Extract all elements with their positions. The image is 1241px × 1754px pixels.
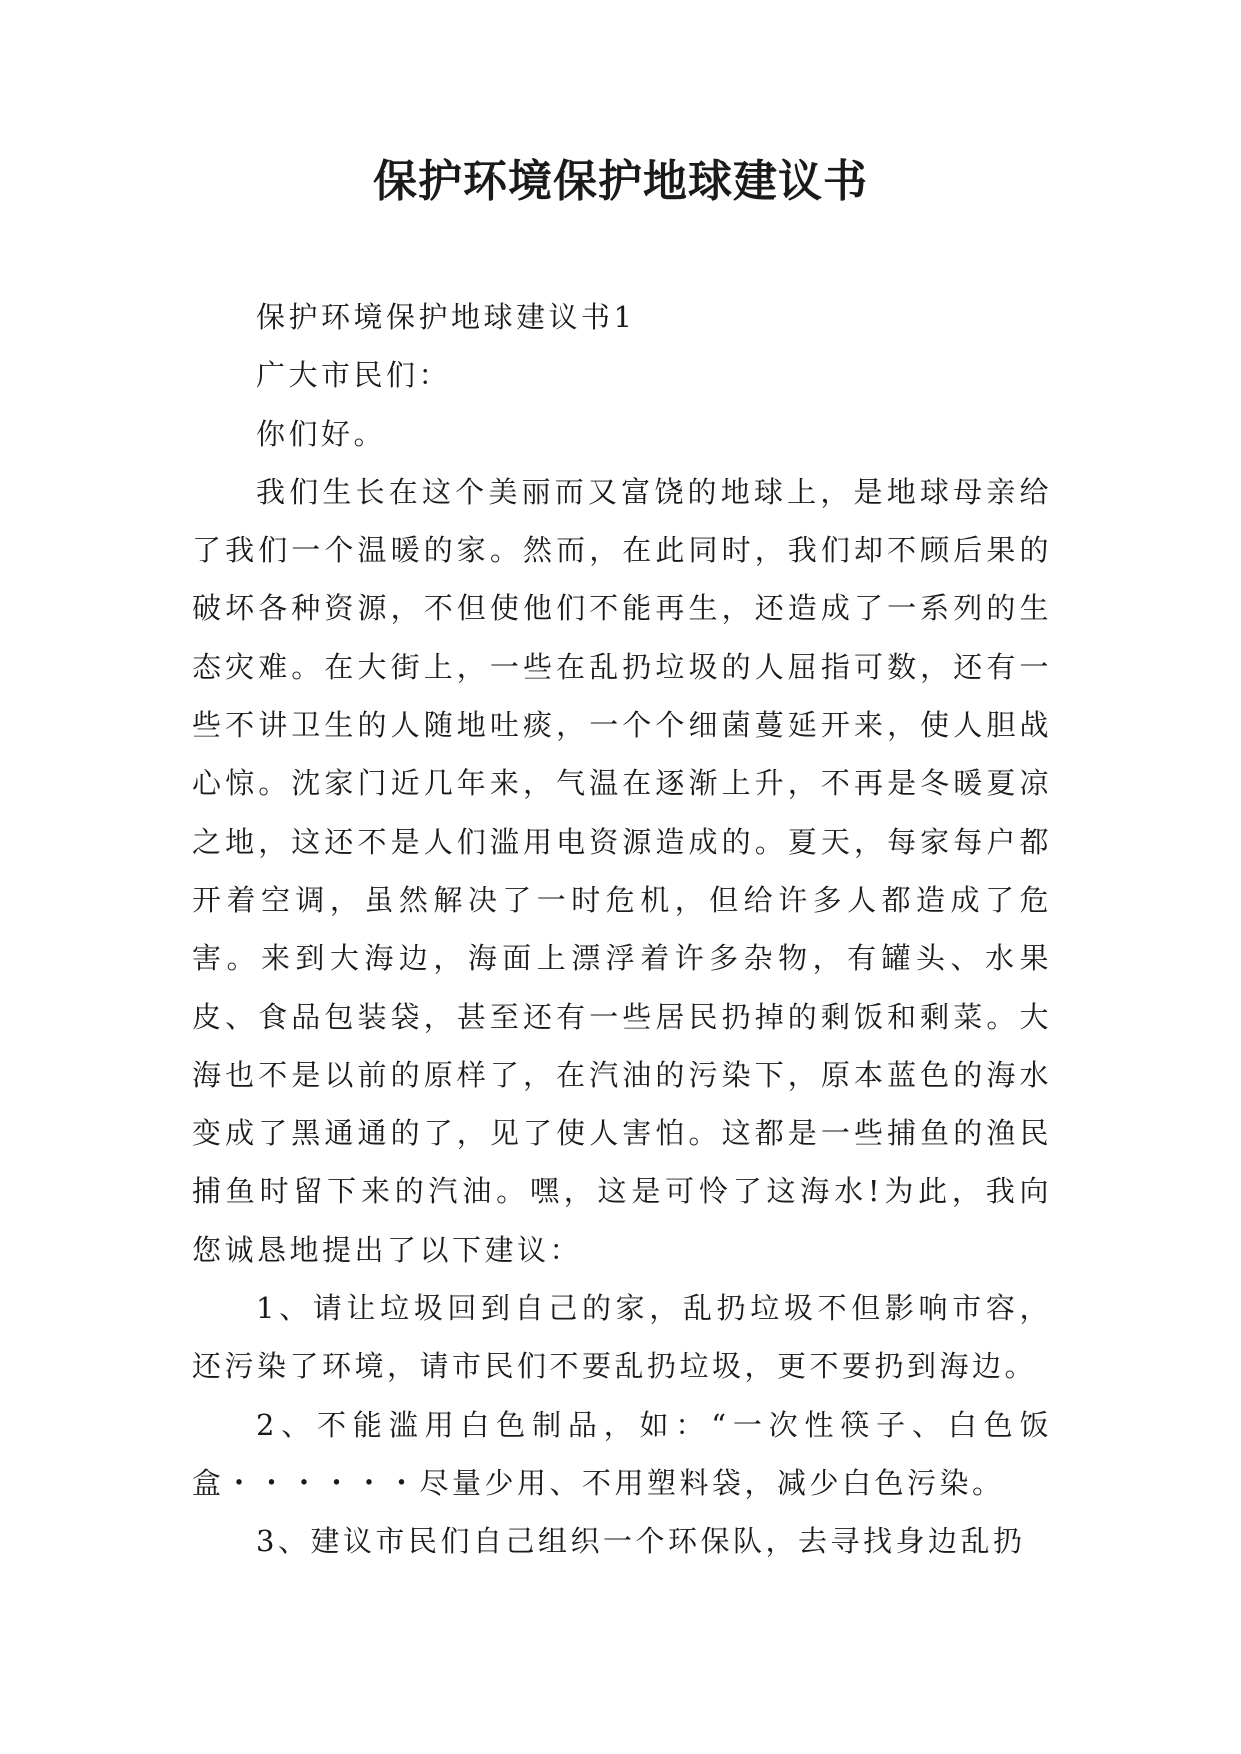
paragraph-heading: 保护环境保护地球建议书1 — [256, 300, 636, 334]
paragraph-suggestion-1: 1、请让垃圾回到自己的家，乱扔垃圾不但影响市容，还污染了环境，请市民们不要乱扔垃圾，更不要扔到海边。 — [192, 1291, 1052, 1384]
paragraph-suggestion-3: 3、建议市民们自己组织一个环保队，去寻找身边乱扔 — [256, 1524, 1026, 1559]
paragraph-suggestion-2: 2、不能滥用白色制品，如：“一次性筷子、白色饭盒・・・・・・尽量少用、不用塑料袋，减少白色污染。 — [192, 1407, 1052, 1500]
paragraph-greeting: 你们好。 — [256, 416, 387, 451]
paragraph-salutation: 广大市民们： — [256, 358, 452, 393]
document-title: 保护环境保护地球建议书 — [373, 156, 868, 207]
document-body — [192, 288, 1052, 1571]
paragraph-main: 我们生长在这个美丽而又富饶的地球上，是地球母亲给了我们一个温暖的家。然而，在此同时，我们却不顾后果的破坏各种资源，不但使他们不能再生，还造成了一系列的生态灾难。在大街上，一些在乱扔垃圾的人屈指可数，还有一些不讲卫生的人随地吐痰，一个个细菌蔓延开来，使人胆战心惊。沈家门近几年来，气温在逐渐上升，不再是冬暖夏凉之地，这还不是人们滥用电资源造成的。夏天，每家每户都开着空调，虽然解决了一时危机，但给许多人都造成了危害。来到大海边，海面上漂浮着许多杂物，有罐头、水果皮、食品包装袋，甚至还有一些居民扔掉的剩饭和剩菜。大海也不是以前的原样了，在汽油的污染下，原本蓝色的海水变成了黑通通的了，见了使人害怕。这都是一些捕鱼的渔民捕鱼时留下来的汽油。嘿，这是可怜了这海水!为此，我向您诚恳地提出了以下建议： — [192, 474, 1052, 1267]
